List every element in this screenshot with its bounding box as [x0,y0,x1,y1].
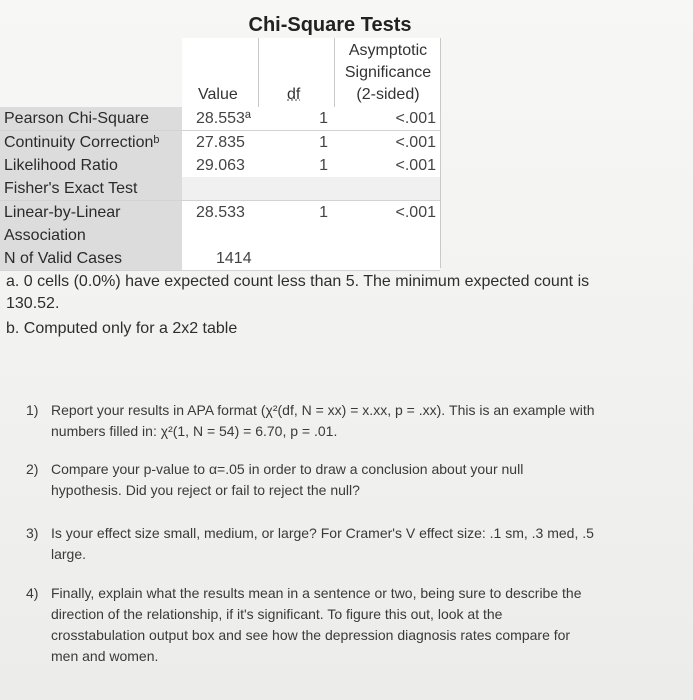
question-text [51,583,651,667]
question-line: numbers filled in: χ²(1, N = 54) = 6.70, p = .01. [51,423,338,439]
column-divider [440,38,441,268]
question-text [51,459,651,501]
cell-value: 28.533 [182,201,258,224]
cell-df [258,247,334,270]
row-label: Linear-by-Linear [0,201,182,224]
row-label: Likelihood Ratio [0,154,182,177]
cell-df [258,224,334,247]
cell-significance [334,224,440,247]
question-line: hypothesis. Did you reject or fail to reject the null? [51,482,360,498]
cell-significance: <.001 [334,154,440,177]
question-line: crosstabulation output box and see how the depression diagnosis rates compare for [51,627,571,643]
table-title: Chi-Square Tests [248,14,412,36]
header-value: Value [198,86,238,103]
question-number: 4) [26,585,39,601]
footnote-b: b. Computed only for a 2x2 table [6,320,238,337]
cell-df: 1 [258,131,334,154]
cell-significance [334,247,440,270]
question-1 [26,400,656,444]
row-label: N of Valid Cases [0,247,182,270]
cell-significance: <.001 [334,107,440,130]
question-line: direction of the relationship, if it's significant. To figure this out, look at the [51,606,503,622]
cell-value [182,224,258,247]
question-2 [26,459,656,503]
cell-significance: <.001 [334,131,440,154]
header-significance [338,40,438,106]
row-label: Continuity Correctionᵇ [0,131,182,154]
cell-df: 1 [258,107,334,130]
header-significance-line1: Asymptotic [348,42,428,59]
question-text [51,400,651,442]
question-number: 2) [26,461,39,477]
header-significance-line2: Significance [344,64,432,81]
cell-value [182,177,258,200]
row-label: Association [0,224,182,247]
cell-df [258,177,334,200]
question-text [51,523,651,565]
row-label: Fisher's Exact Test [0,177,182,200]
question-line: Compare your p-value to α=.05 in order to draw a conclusion about your null [51,461,524,477]
footnote-a [6,271,589,315]
question-number: 1) [26,402,39,418]
question-number: 3) [26,525,39,541]
footnote-a-line1: a. 0 cells (0.0%) have expected count less than 5. The minimum expected count is [6,273,590,290]
cell-value: 29.063 [182,154,258,177]
header-significance-line3: (2-sided) [356,86,420,103]
question-line: large. [51,546,87,562]
question-line: Report your results in APA format (χ²(df, N = xx) = x.xx, p = .xx). This is an example with [51,402,595,418]
cell-df: 1 [258,201,334,224]
question-4 [26,583,656,671]
question-line: Is your effect size small, medium, or large? For Cramer's V effect size: .1 sm, .3 med, .5 [51,525,594,541]
header-df: df [287,86,301,103]
question-line: Finally, explain what the results mean in a sentence or two, being sure to describe the [51,585,582,601]
footnote-a-line2: 130.52. [6,295,60,312]
cell-df: 1 [258,154,334,177]
cell-significance: <.001 [334,201,440,224]
cell-value: 28.553ª [182,107,258,130]
cell-value: 1414 [182,247,258,270]
cell-value: 27.835 [182,131,258,154]
row-label: Pearson Chi-Square [0,107,182,130]
question-line: men and women. [51,648,159,664]
question-3 [26,523,656,567]
cell-significance [334,177,440,200]
